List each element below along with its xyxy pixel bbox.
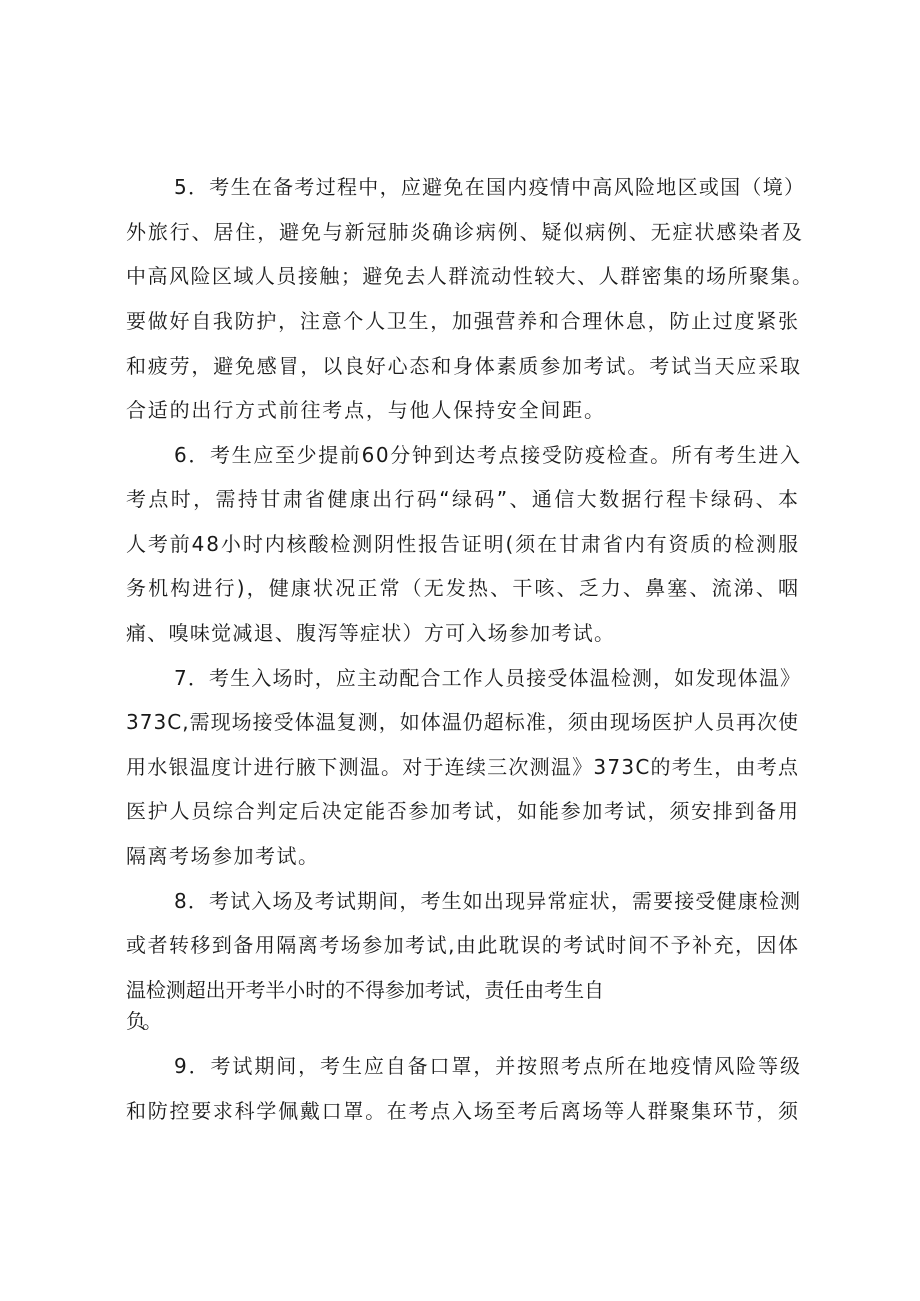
paragraph-8-line-3: 温检测超出开考半小时的不得参加考试，责任由考生自 — [126, 978, 604, 1002]
paragraph-8-line-2: 或者转移到备用隔离考场参加考试,由此耽误的考试时间不予补充，因体 — [126, 933, 800, 957]
paragraph-7-line-1: 7．考生入场时，应主动配合工作人员接受体温检测，如发现体温》 — [174, 666, 802, 690]
paragraph-5-line-1: 5．考生在备考过程中，应避免在国内疫情中高风险地区或国（境） — [174, 175, 806, 199]
paragraph-9-line-2: 和防控要求科学佩戴口罩。在考点入场至考后离场等人群聚集环节，须 — [126, 1099, 800, 1123]
paragraph-6-line-5: 痛、嗅味觉减退、腹泻等症状）方可入场参加考试。 — [126, 621, 616, 645]
paragraph-5-line-5: 和疲劳，避免感冒，以良好心态和身体素质参加考试。考试当天应采取 — [126, 354, 802, 378]
paragraph-8-line-1: 8．考试入场及考试期间，考生如出现异常症状，需要接受健康检测 — [174, 889, 802, 913]
paragraph-8-line-4: 负。 — [126, 1009, 158, 1033]
paragraph-5-line-2: 外旅行、居住，避免与新冠肺炎确诊病例、疑似病例、无症状感染者及 — [126, 220, 804, 244]
paragraph-5-line-6: 合适的出行方式前往考点，与他人保持安全间距。 — [126, 398, 606, 422]
paragraph-6-line-4: 务机构进行)，健康状况正常（无发热、干咳、乏力、鼻塞、流涕、咽 — [126, 576, 801, 600]
paragraph-7-line-4: 医护人员综合判定后决定能否参加考试，如能参加考试，须安排到备用 — [126, 799, 800, 823]
paragraph-6-line-3: 人考前48小时内核酸检测阴性报告证明(须在甘肃省内有资质的检测服 — [126, 532, 800, 556]
paragraph-6-line-2: 考点时，需持甘肃省健康出行码“绿码”、通信大数据行程卡绿码、本 — [126, 487, 801, 511]
paragraph-6-line-1: 6．考生应至少提前60分钟到达考点接受防疫检查。所有考生进入 — [174, 443, 802, 467]
paragraph-7-line-3: 用水银温度计进行腋下测温。对于连续三次测温》373C的考生，由考点 — [126, 755, 800, 779]
paragraph-5-line-3: 中高风险区域人员接触；避免去人群流动性较大、人群密集的场所聚集。 — [126, 264, 814, 288]
paragraph-9-line-1: 9．考试期间，考生应自备口罩，并按照考点所在地疫情风险等级 — [174, 1054, 802, 1078]
paragraph-7-line-2: 373C,需现场接受体温复测，如体温仍超标准，须由现场医护人员再次使 — [126, 710, 800, 734]
paragraph-5-line-4: 要做好自我防护，注意个人卫生，加强营养和合理休息，防止过度紧张 — [126, 309, 800, 333]
paragraph-7-line-5: 隔离考场参加考试。 — [126, 844, 320, 868]
